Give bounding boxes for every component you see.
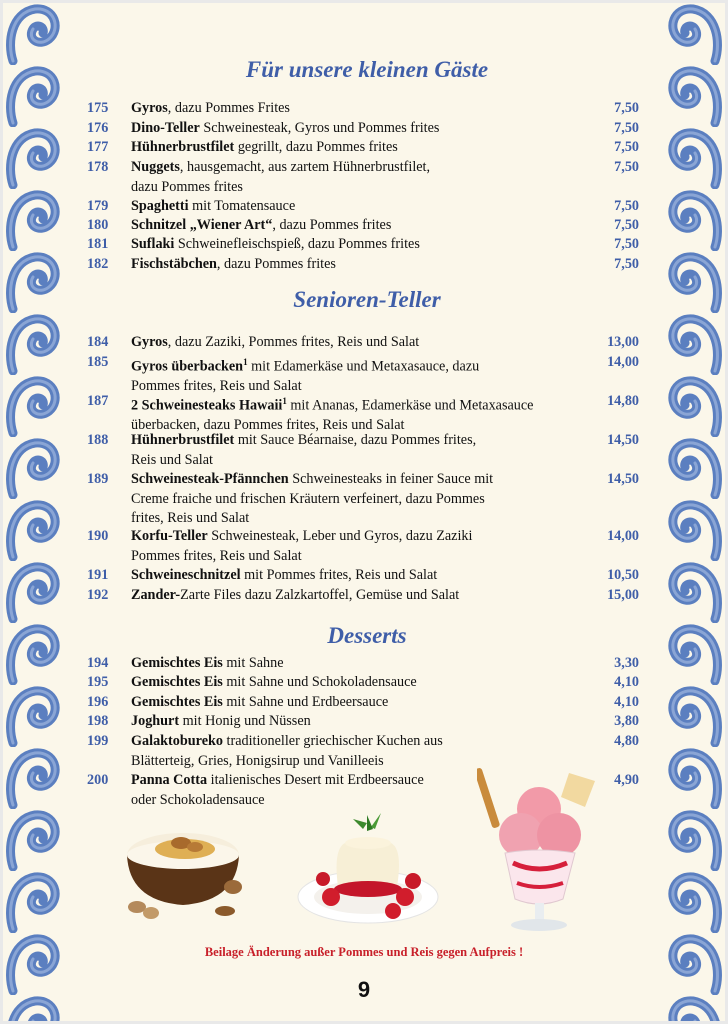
item-price: 14,50 — [607, 432, 639, 448]
item-number: 195 — [87, 674, 109, 690]
item-number: 179 — [87, 198, 109, 214]
item-number: 187 — [87, 393, 109, 409]
item-price: 14,00 — [607, 528, 639, 544]
item-price: 7,50 — [614, 159, 639, 175]
item-number: 190 — [87, 528, 109, 544]
item-price: 3,80 — [614, 713, 639, 729]
item-number: 199 — [87, 733, 109, 749]
item-detail-line2: Pommes frites, Reis und Salat — [131, 547, 302, 564]
item-detail: Schweinesteaks in feiner Sauce mit — [288, 471, 494, 487]
item-detail-line2: Creme fraiche und frischen Kräutern verfeinert, dazu Pommes — [131, 490, 485, 507]
item-description — [131, 333, 591, 353]
item-number: 176 — [87, 120, 109, 136]
allergen-footnote: 1 — [243, 357, 248, 367]
item-name: Gemischtes Eis — [131, 694, 223, 710]
item-name: Schweineschnitzel — [131, 567, 241, 583]
item-description — [131, 158, 591, 197]
menu-page — [3, 3, 725, 1021]
item-detail-line3: frites, Reis und Salat — [131, 510, 250, 526]
item-description — [131, 654, 591, 674]
ice-cream-sundae-image — [477, 763, 607, 935]
item-description — [131, 197, 591, 217]
item-name: Gemischtes Eis — [131, 674, 223, 690]
page-number: 9 — [357, 977, 371, 1002]
item-description — [131, 216, 591, 236]
item-number: 184 — [87, 334, 109, 350]
item-number: 192 — [87, 587, 109, 603]
item-price: 4,80 — [614, 733, 639, 749]
item-detail: Schweinefleischspieß, dazu Pommes frites — [174, 236, 420, 252]
item-name: Hühnerbrustfilet — [131, 432, 235, 448]
item-detail: Zarte Files dazu Zalzkartoffel, Gemüse und Salat — [180, 587, 460, 603]
item-detail: mit Edamerkäse und Metaxasauce, dazu — [247, 358, 480, 375]
item-number: 178 — [87, 159, 109, 175]
item-price: 7,50 — [614, 256, 639, 272]
item-name: Schnitzel „Wiener Art“ — [131, 217, 273, 233]
item-detail-line2: dazu Pommes frites — [131, 178, 243, 195]
item-name: Suflaki — [131, 236, 175, 252]
item-price: 4,90 — [614, 772, 639, 788]
item-number: 200 — [87, 772, 109, 788]
item-detail: mit Honig und Nüssen — [179, 713, 311, 729]
item-detail: , dazu Pommes frites — [272, 217, 392, 233]
item-description — [131, 235, 591, 255]
item-number: 185 — [87, 354, 109, 370]
item-detail: Schweinesteak, Leber und Gyros, dazu Zaziki — [207, 528, 473, 544]
item-name: Galaktobureko — [131, 733, 223, 749]
item-number: 198 — [87, 713, 109, 729]
item-price: 14,00 — [607, 354, 639, 370]
item-detail-line2: überbacken, dazu Pommes frites, Reis und Salat — [131, 417, 405, 434]
item-price: 7,50 — [614, 217, 639, 233]
item-description — [131, 431, 591, 470]
section-title-desserts: Desserts — [327, 623, 407, 648]
item-description — [131, 353, 591, 397]
item-price: 3,30 — [614, 655, 639, 671]
item-description — [131, 255, 591, 275]
item-name: Gyros — [131, 100, 168, 116]
item-detail-line2: Blätterteig, Gries, Honigsirup und Vanilleeis — [131, 752, 384, 769]
item-price: 15,00 — [607, 587, 639, 603]
item-name: Gemischtes Eis — [131, 655, 223, 671]
item-number: 182 — [87, 256, 109, 272]
item-detail: gegrillt, dazu Pommes frites — [234, 139, 398, 155]
item-number: 189 — [87, 471, 109, 487]
item-detail: mit Ananas, Edamerkäse und Metaxasauce — [286, 397, 534, 414]
yogurt-bowl-image — [115, 815, 255, 925]
item-price: 4,10 — [614, 694, 639, 710]
item-number: 177 — [87, 139, 109, 155]
item-price: 7,50 — [614, 198, 639, 214]
panna-cotta-image — [293, 801, 443, 927]
item-detail: , hausgemacht, aus zartem Hühnerbrustfilet, — [179, 159, 431, 175]
item-detail-line2: oder Schokoladensauce — [131, 791, 265, 808]
item-description — [131, 693, 591, 713]
allergen-footnote: 1 — [282, 396, 287, 406]
item-detail: , dazu Zaziki, Pommes frites, Reis und Salat — [167, 334, 420, 350]
item-price: 7,50 — [614, 120, 639, 136]
item-price: 7,50 — [614, 236, 639, 252]
item-name: Hühnerbrustfilet — [131, 139, 235, 155]
item-description — [131, 119, 591, 139]
item-name: Gyros überbacken — [131, 358, 244, 375]
item-detail: mit Tomatensauce — [188, 198, 296, 214]
item-number: 175 — [87, 100, 109, 116]
item-name: Nuggets — [131, 159, 180, 175]
item-number: 191 — [87, 567, 109, 583]
item-detail: mit Sahne und Erdbeersauce — [222, 694, 389, 710]
item-price: 14,50 — [607, 471, 639, 487]
item-name: Joghurt — [131, 713, 180, 729]
item-price: 14,80 — [607, 393, 639, 409]
item-detail-line2: Reis und Salat — [131, 451, 213, 468]
item-name: Panna Cotta — [131, 772, 208, 788]
item-name: 2 Schweinesteaks Hawaii — [131, 397, 283, 414]
item-number: 181 — [87, 236, 109, 252]
item-detail: traditioneller griechischer Kuchen aus — [222, 733, 443, 749]
item-name: Zander- — [131, 587, 181, 603]
item-name: Korfu-Teller — [131, 528, 208, 544]
item-description — [131, 99, 591, 119]
item-description — [131, 566, 591, 586]
item-name: Schweinesteak-Pfännchen — [131, 471, 289, 487]
item-price: 4,10 — [614, 674, 639, 690]
item-name: Spaghetti — [131, 198, 189, 214]
item-price: 10,50 — [607, 567, 639, 583]
side-dish-note: Beilage Änderung außer Pommes und Reis gegen Aufpreis ! — [204, 945, 524, 959]
item-detail-line2: Pommes frites, Reis und Salat — [131, 378, 302, 395]
item-detail: , dazu Pommes Frites — [167, 100, 290, 116]
item-number: 188 — [87, 432, 109, 448]
item-detail: mit Sahne — [222, 655, 284, 671]
item-detail: Schweinesteak, Gyros und Pommes frites — [199, 120, 440, 136]
section-title-seniors: Senioren-Teller — [293, 287, 441, 312]
item-detail: mit Sahne und Schokoladensauce — [222, 674, 417, 690]
item-description — [131, 527, 591, 566]
wave-border-right — [663, 3, 725, 1021]
item-name: Dino-Teller — [131, 120, 200, 136]
item-description — [131, 138, 591, 158]
item-description — [131, 392, 591, 436]
item-description — [131, 586, 591, 606]
item-detail: mit Sauce Béarnaise, dazu Pommes frites, — [234, 432, 477, 448]
item-number: 194 — [87, 655, 109, 671]
item-description — [131, 673, 591, 693]
item-number: 196 — [87, 694, 109, 710]
item-number: 180 — [87, 217, 109, 233]
item-detail: mit Pommes frites, Reis und Salat — [240, 567, 438, 583]
wave-border-left — [3, 3, 65, 1021]
item-price: 13,00 — [607, 334, 639, 350]
item-detail: , dazu Pommes frites — [216, 256, 336, 272]
item-detail: italienisches Desert mit Erdbeersauce — [207, 772, 424, 788]
item-name: Fischstäbchen — [131, 256, 217, 272]
item-description — [131, 470, 591, 529]
section-title-kids: Für unsere kleinen Gäste — [245, 57, 489, 82]
item-price: 7,50 — [614, 139, 639, 155]
item-price: 7,50 — [614, 100, 639, 116]
item-description — [131, 712, 591, 732]
item-name: Gyros — [131, 334, 168, 350]
